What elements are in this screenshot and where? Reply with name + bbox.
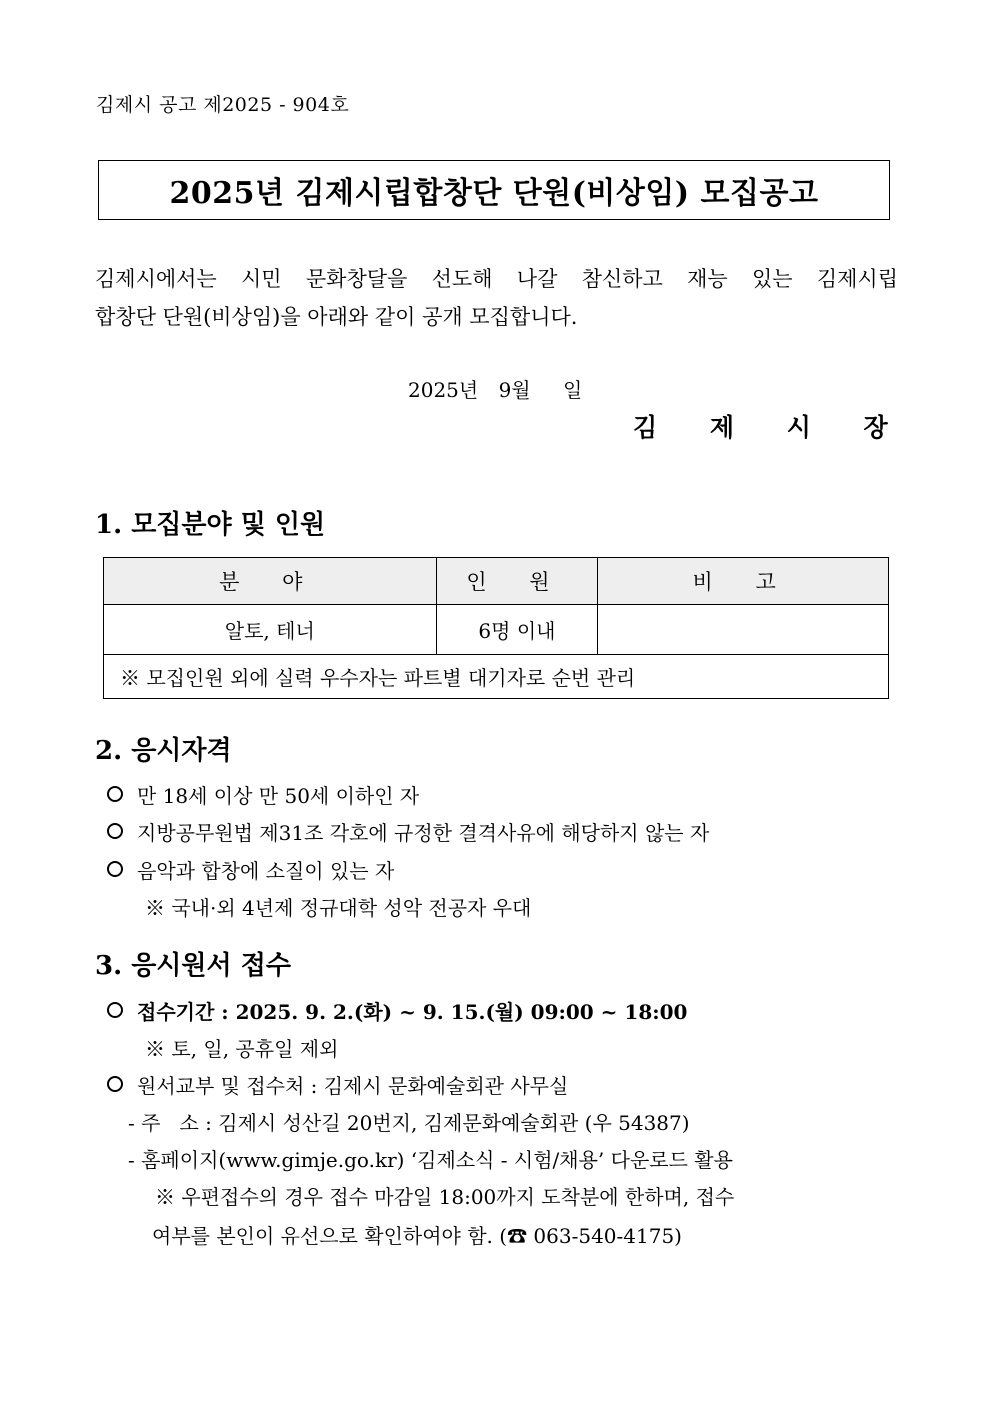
homepage-line: - 홈페이지(www.gimje.go.kr) ‘김제소식 - 시험/채용’ 다운로드 활용 [128, 1148, 733, 1172]
list-item [107, 780, 419, 809]
intro-line-2: 합창단 단원(비상임)을 아래와 같이 공개 모집합니다. [95, 305, 578, 329]
mail-note-line-1: ※ 우편접수의 경우 접수 마감일 18:00까지 도착분에 한하며, 접수 [155, 1185, 735, 1209]
cell-remark [598, 605, 889, 655]
section-1-title: 1. 모집분야 및 인원 [95, 510, 326, 540]
date-day: 일 [562, 378, 583, 402]
intro-paragraph [95, 260, 898, 336]
period-text: 접수기간 : 2025. 9. 2.(화) ~ 9. 15.(월) 09:00 ~ 18:00 [137, 1000, 688, 1024]
announcement-date [408, 374, 596, 403]
table-note-row [104, 655, 889, 699]
list-item-text: 지방공무원법 제31조 각호에 규정한 결격사유에 해당하지 않는 자 [137, 821, 710, 845]
address-line: - 주 소 : 김제시 성산길 20번지, 김제문화예술회관 (우 54387) [128, 1111, 690, 1135]
list-item-text: 만 18세 이상 만 50세 이하인 자 [137, 784, 420, 808]
list-item [107, 817, 709, 846]
recruitment-table [103, 557, 889, 699]
circle-bullet-icon [107, 1076, 123, 1092]
list-item-text: 음악과 합창에 소질이 있는 자 [137, 859, 395, 883]
place-text: 원서교부 및 접수처 : 김제시 문화예술회관 사무실 [137, 1074, 569, 1098]
date-year: 2025년 [408, 378, 479, 402]
intro-line-1: 김제시에서는 시민 문화창달을 선도해 나갈 참신하고 재능 있는 김제시립 [95, 267, 898, 291]
cell-count: 6명 이내 [436, 605, 598, 655]
circle-bullet-icon [107, 786, 123, 802]
issuer-name: 김 제 시 장 [633, 413, 910, 442]
cell-field: 알토, 테너 [104, 605, 437, 655]
circle-bullet-icon [107, 1002, 123, 1018]
mail-note-line-2: 여부를 본인이 유선으로 확인하여야 함. (☎ 063-540-4175) [152, 1224, 682, 1248]
header-field: 분 야 [104, 558, 437, 605]
list-item [107, 1070, 568, 1099]
circle-bullet-icon [107, 861, 123, 877]
list-item [107, 855, 394, 884]
date-month: 9월 [498, 378, 531, 402]
section-2-title: 2. 응시자격 [95, 736, 232, 766]
circle-bullet-icon [107, 823, 123, 839]
period-note: ※ 토, 일, 공휴일 제외 [145, 1037, 339, 1061]
table-row [104, 605, 889, 655]
header-remark: 비 고 [598, 558, 889, 605]
qualification-note: ※ 국내·외 4년제 정규대학 성악 전공자 우대 [145, 896, 532, 920]
document-title: 2025년 김제시립합창단 단원(비상임) 모집공고 [98, 160, 890, 220]
list-item [107, 996, 687, 1025]
notice-number: 김제시 공고 제2025 - 904호 [96, 94, 350, 116]
table-header-row [104, 558, 889, 605]
header-count: 인 원 [436, 558, 598, 605]
table-note: ※ 모집인원 외에 실력 우수자는 파트별 대기자로 순번 관리 [104, 655, 889, 699]
section-3-title: 3. 응시원서 접수 [95, 951, 291, 981]
